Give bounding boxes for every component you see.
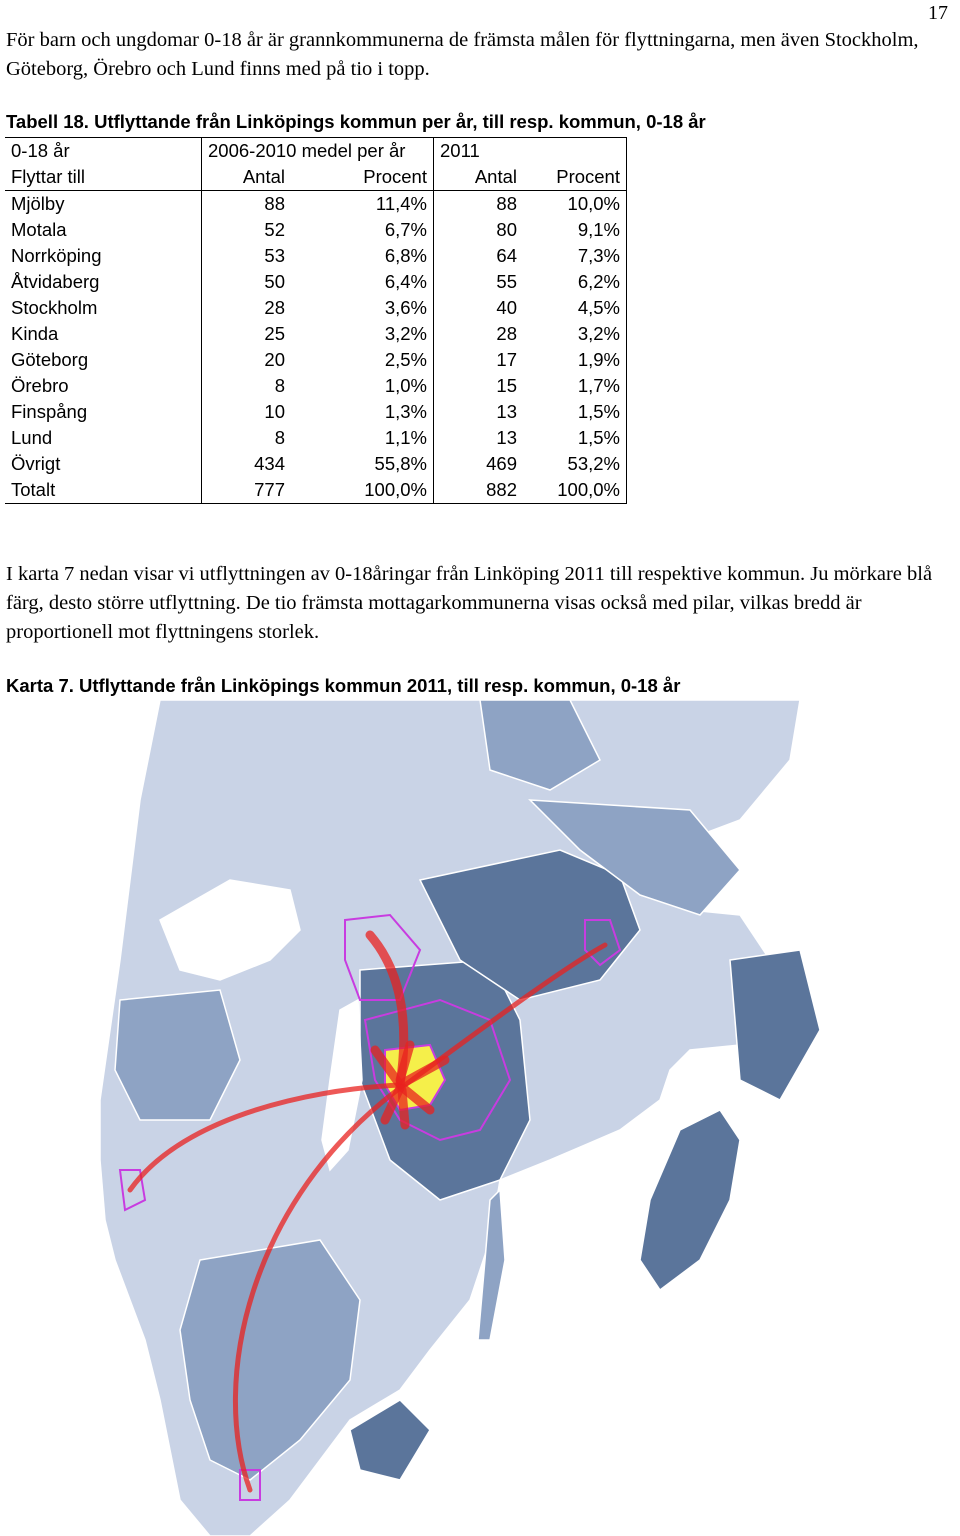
cell-destination: Åtvidaberg (5, 269, 202, 295)
land-region (730, 950, 820, 1100)
cell-count-2011: 28 (496, 323, 517, 344)
header-count: Antal (434, 164, 524, 191)
arrow-kinda (402, 1090, 405, 1125)
cell-destination: Mjölby (5, 191, 202, 218)
table-row (5, 425, 627, 451)
migration-table (5, 137, 627, 504)
cell-destination: Lund (5, 425, 202, 451)
cell-count-avg: 53 (264, 245, 285, 266)
cell-count-avg: 20 (264, 349, 285, 370)
cell-percent-2011: 6,2% (523, 269, 627, 295)
table-header-row (5, 138, 627, 165)
cell-percent-2011: 1,7% (523, 373, 627, 399)
cell-count-2011: 13 (496, 401, 517, 422)
cell-percent-2011: 3,2% (523, 321, 627, 347)
cell-count-avg: 10 (264, 401, 285, 422)
table-row (5, 191, 627, 218)
cell-count-2011: 15 (496, 375, 517, 396)
cell-count-2011: 88 (496, 193, 517, 214)
header-percent: Procent (291, 164, 434, 191)
cell-percent-2011: 1,9% (523, 347, 627, 373)
map-paragraph: I karta 7 nedan visar vi utflyttningen av 0-18åringar från Linköping 2011 till respektive kommun. Ju mörkare blå färg, desto större utflyttning. De tio främsta mottagarkommunerna visas också med pilar, vilkas bredd är proportionell mot flyttningens storlek. (6, 563, 933, 643)
header-age: 0-18 år (5, 138, 202, 165)
cell-count-2011: 55 (496, 271, 517, 292)
cell-percent-2011: 100,0% (523, 477, 627, 504)
header-count: Antal (202, 164, 292, 191)
cell-percent-avg: 55,8% (291, 451, 434, 477)
cell-percent-avg: 6,4% (291, 269, 434, 295)
table-row (5, 477, 627, 504)
cell-percent-2011: 4,5% (523, 295, 627, 321)
cell-destination: Kinda (5, 321, 202, 347)
cell-percent-avg: 100,0% (291, 477, 434, 504)
land-regions (100, 700, 820, 1536)
cell-destination: Norrköping (5, 243, 202, 269)
cell-count-avg: 8 (274, 375, 285, 396)
table-row (5, 451, 627, 477)
migration-map (100, 700, 960, 1536)
table-row (5, 321, 627, 347)
cell-count-avg: 52 (264, 219, 285, 240)
cell-percent-2011: 10,0% (523, 191, 627, 218)
cell-count-2011: 13 (496, 427, 517, 448)
cell-count-2011: 80 (496, 219, 517, 240)
cell-percent-avg: 11,4% (291, 191, 434, 218)
cell-percent-avg: 3,2% (291, 321, 434, 347)
cell-destination: Stockholm (5, 295, 202, 321)
table-header-row (5, 164, 627, 191)
table-row (5, 269, 627, 295)
table-row (5, 347, 627, 373)
cell-destination: Övrigt (5, 451, 202, 477)
map-caption: Karta 7. Utflyttande från Linköpings kommun 2011, till resp. kommun, 0-18 år (6, 675, 681, 696)
cell-percent-avg: 1,3% (291, 399, 434, 425)
cell-count-avg: 50 (264, 271, 285, 292)
cell-count-avg: 8 (274, 427, 285, 448)
cell-destination: Motala (5, 217, 202, 243)
table-caption: Tabell 18. Utflyttande från Linköpings kommun per år, till resp. kommun, 0-18 år (6, 111, 706, 132)
header-percent: Procent (523, 164, 627, 191)
table-row (5, 399, 627, 425)
cell-destination: Örebro (5, 373, 202, 399)
gotland (640, 1110, 740, 1290)
cell-percent-2011: 53,2% (523, 451, 627, 477)
cell-count-avg: 25 (264, 323, 285, 344)
cell-percent-avg: 1,1% (291, 425, 434, 451)
cell-percent-avg: 6,7% (291, 217, 434, 243)
header-period: 2006-2010 medel per år (202, 138, 434, 165)
cell-count-2011: 64 (496, 245, 517, 266)
cell-count-avg: 88 (264, 193, 285, 214)
cell-count-avg: 28 (264, 297, 285, 318)
cell-destination: Totalt (5, 477, 202, 504)
cell-destination: Finspång (5, 399, 202, 425)
cell-count-avg: 434 (254, 453, 285, 474)
table-row (5, 295, 627, 321)
cell-count-2011: 882 (434, 477, 524, 504)
cell-percent-2011: 1,5% (523, 399, 627, 425)
cell-count-2011: 17 (496, 349, 517, 370)
cell-percent-2011: 7,3% (523, 243, 627, 269)
table-row (5, 217, 627, 243)
cell-percent-avg: 6,8% (291, 243, 434, 269)
header-year: 2011 (434, 138, 627, 165)
page-number: 17 (928, 2, 948, 24)
table-row (5, 373, 627, 399)
cell-count-2011: 40 (496, 297, 517, 318)
cell-percent-avg: 3,6% (291, 295, 434, 321)
cell-percent-2011: 1,5% (523, 425, 627, 451)
cell-percent-avg: 2,5% (291, 347, 434, 373)
table-row (5, 243, 627, 269)
header-destination: Flyttar till (5, 164, 202, 191)
cell-count-2011: 469 (486, 453, 517, 474)
land-region (180, 1240, 360, 1480)
cell-percent-2011: 9,1% (523, 217, 627, 243)
intro-paragraph: För barn och ungdomar 0-18 år är grannkommunerna de främsta målen för flyttningarna, men även Stockholm, Göteborg, Örebro och Lund finns med på tio i topp. (6, 29, 919, 80)
cell-percent-avg: 1,0% (291, 373, 434, 399)
cell-count-avg: 777 (202, 477, 292, 504)
cell-destination: Göteborg (5, 347, 202, 373)
